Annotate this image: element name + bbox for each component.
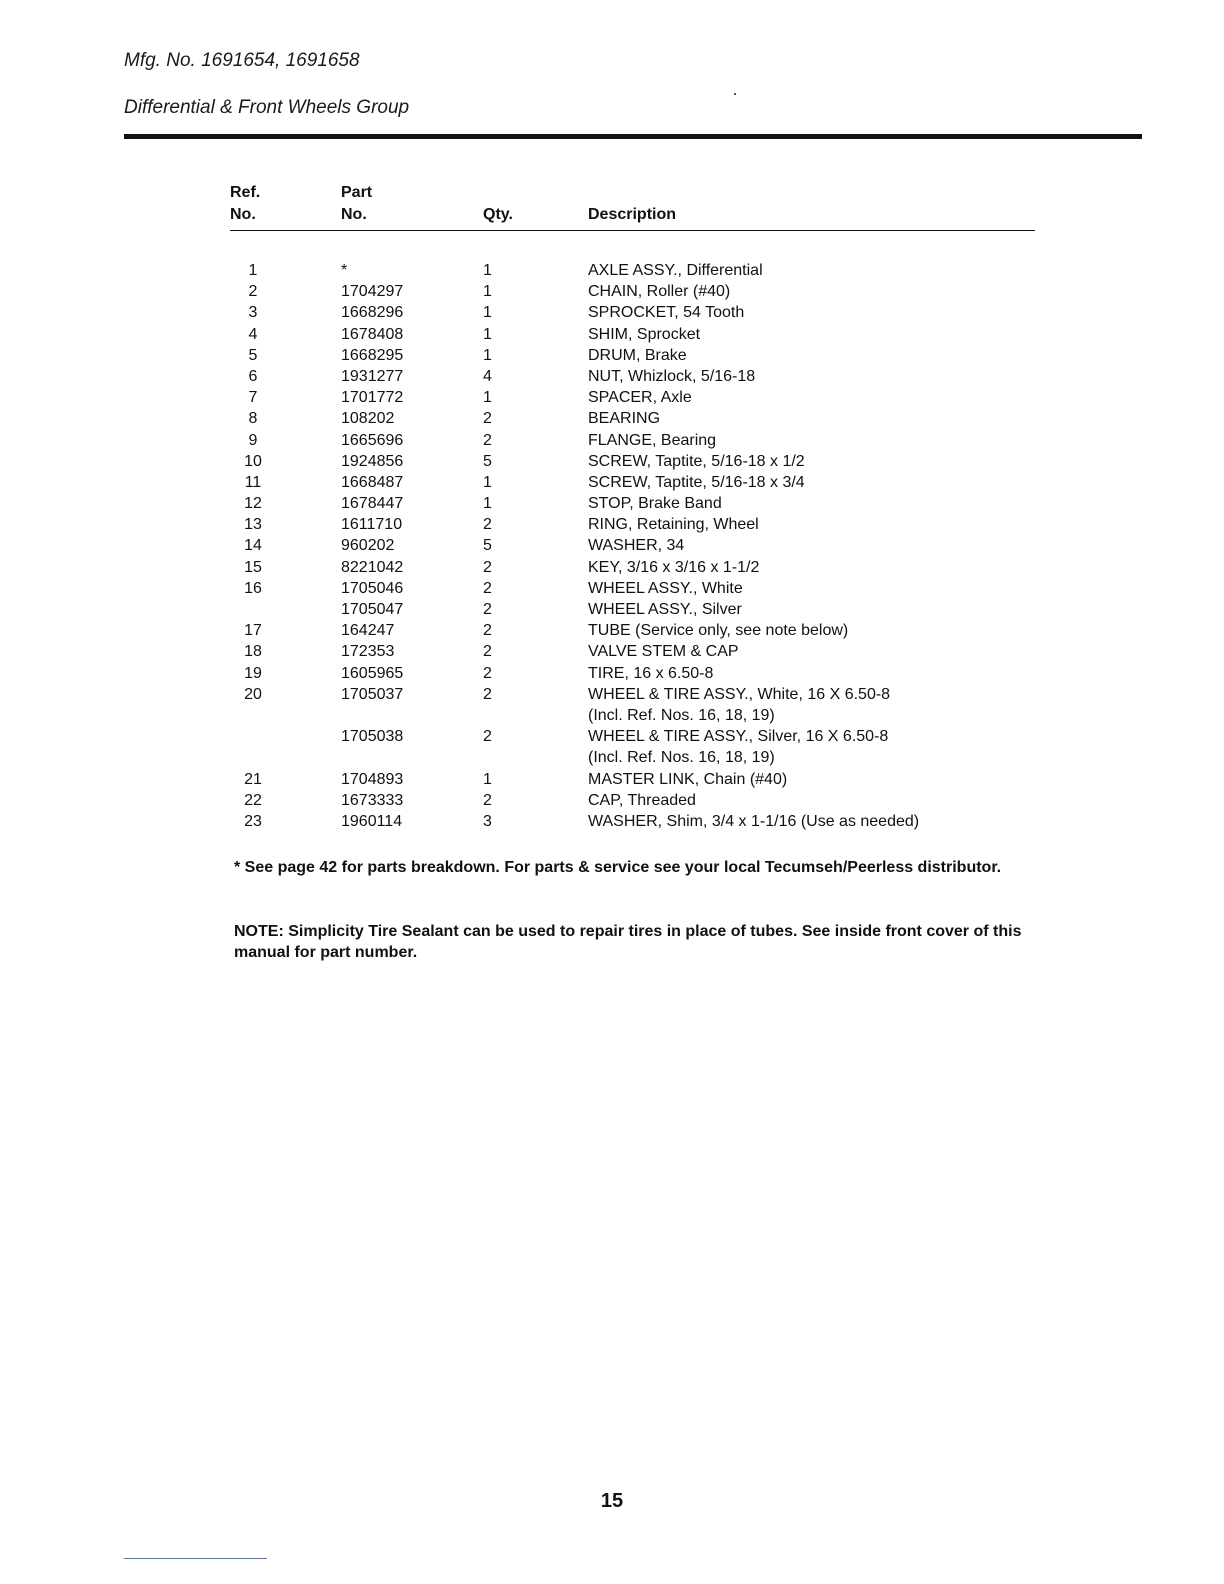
qty-cell: 2 xyxy=(483,601,492,618)
ref-no-cell: 9 xyxy=(248,431,258,449)
part-no-cell: 1931277 xyxy=(341,367,404,385)
table-row xyxy=(0,472,1224,493)
description-cell: (Incl. Ref. Nos. 16, 18, 19) xyxy=(588,706,775,724)
description-cell: WHEEL ASSY., Silver xyxy=(588,601,742,618)
description-cell: WASHER, Shim, 3/4 x 1-1/16 (Use as needed) xyxy=(588,812,920,830)
table-row xyxy=(0,811,1224,832)
table-row xyxy=(0,302,1224,323)
part-no-cell: 1705046 xyxy=(341,579,404,597)
column-header-ref: Ref. No. xyxy=(230,184,261,223)
part-no-cell: 1705047 xyxy=(341,601,404,618)
table-row xyxy=(0,514,1224,535)
part-no-cell: 960202 xyxy=(341,537,395,555)
table-row xyxy=(0,366,1224,387)
description-cell: DRUM, Brake xyxy=(588,346,687,364)
ref-no-cell: 12 xyxy=(244,495,262,513)
ref-no-cell: 18 xyxy=(244,643,262,661)
section-title: Differential & Front Wheels Group xyxy=(124,97,410,118)
table-row xyxy=(0,641,1224,662)
manufacturer-numbers: Mfg. No. 1691654, 1691658 xyxy=(124,50,360,71)
qty-cell: 2 xyxy=(483,622,492,640)
ref-no-cell: 14 xyxy=(244,537,262,555)
ref-no-cell: 1 xyxy=(248,262,258,279)
ref-no-cell: 11 xyxy=(244,473,262,491)
ref-no-cell: 21 xyxy=(244,770,262,788)
description-cell: WHEEL & TIRE ASSY., White, 16 X 6.50-8 xyxy=(588,685,891,703)
description-cell: WHEEL & TIRE ASSY., Silver, 16 X 6.50-8 xyxy=(588,728,889,746)
qty-cell: 1 xyxy=(483,325,492,343)
qty-cell: 1 xyxy=(483,346,492,364)
description-cell: SPACER, Axle xyxy=(588,389,692,407)
qty-cell: 1 xyxy=(483,495,492,513)
part-no-cell: 8221042 xyxy=(341,558,404,576)
qty-cell: 1 xyxy=(483,262,492,279)
table-row xyxy=(0,705,1224,726)
part-no-cell: 1960114 xyxy=(341,812,403,830)
part-no-cell: 164247 xyxy=(341,622,395,640)
table-row xyxy=(0,408,1224,429)
part-no-cell: 1605965 xyxy=(341,664,404,682)
qty-cell: 2 xyxy=(483,431,492,449)
description-cell: (Incl. Ref. Nos. 16, 18, 19) xyxy=(588,749,775,767)
ref-no-cell: 5 xyxy=(248,346,258,364)
part-no-cell: 1611710 xyxy=(341,516,403,534)
description-cell: TUBE (Service only, see note below) xyxy=(588,622,849,640)
part-no-cell: 172353 xyxy=(341,643,395,661)
part-no-cell: 1705037 xyxy=(341,685,404,703)
table-row xyxy=(0,493,1224,514)
ref-no-cell: 3 xyxy=(248,304,258,322)
part-no-cell: 1668295 xyxy=(341,346,404,364)
table-row xyxy=(0,769,1224,790)
qty-cell: 2 xyxy=(483,685,492,703)
table-row xyxy=(0,620,1224,641)
description-cell: SHIM, Sprocket xyxy=(588,325,701,343)
part-no-cell: 1701772 xyxy=(341,389,404,407)
table-row xyxy=(0,726,1224,747)
part-no-cell: 1665696 xyxy=(341,431,404,449)
qty-cell: 2 xyxy=(483,558,492,576)
qty-cell: 2 xyxy=(483,728,492,746)
part-no-cell: 1705038 xyxy=(341,728,404,746)
table-row xyxy=(0,260,1224,281)
column-header-description: Description xyxy=(588,206,677,223)
description-cell: VALVE STEM & CAP xyxy=(588,643,739,661)
part-no-cell: 1704297 xyxy=(341,283,404,301)
column-header-qty: Qty. xyxy=(483,206,513,223)
description-cell: WHEEL ASSY., White xyxy=(588,579,743,597)
description-cell: CHAIN, Roller (#40) xyxy=(588,283,731,301)
ref-no-cell: 8 xyxy=(248,410,258,428)
qty-cell: 1 xyxy=(483,304,492,322)
page-number: 15 xyxy=(600,1490,624,1512)
sealant-note: NOTE: Simplicity Tire Sealant can be used to repair tires in place of tubes. See inside front cover of this manual for part number. xyxy=(234,923,1022,961)
part-no-cell: 1678408 xyxy=(341,325,404,343)
bottom-rule xyxy=(124,1558,267,1559)
table-row xyxy=(0,345,1224,366)
ref-no-cell: 6 xyxy=(248,367,258,385)
description-cell: AXLE ASSY., Differential xyxy=(588,262,763,279)
description-cell: SCREW, Taptite, 5/16-18 x 1/2 xyxy=(588,452,805,470)
asterisk-footnote: * See page 42 for parts breakdown. For parts & service see your local Tecumseh/Peerless distributor. xyxy=(234,859,1002,876)
qty-cell: 5 xyxy=(483,452,492,470)
qty-cell: 2 xyxy=(483,643,492,661)
table-header-rule xyxy=(230,230,1035,231)
table-row xyxy=(0,663,1224,684)
table-row xyxy=(0,747,1224,768)
qty-cell: 1 xyxy=(483,770,492,788)
header-rule xyxy=(124,134,1142,139)
description-cell: KEY, 3/16 x 3/16 x 1-1/2 xyxy=(588,558,760,576)
description-cell: SPROCKET, 54 Tooth xyxy=(588,304,745,322)
qty-cell: 4 xyxy=(483,367,492,385)
column-header-part: Part No. xyxy=(341,184,373,223)
table-row xyxy=(0,684,1224,705)
qty-cell: 2 xyxy=(483,791,492,809)
description-cell: TIRE, 16 x 6.50-8 xyxy=(588,664,714,682)
description-cell: SCREW, Taptite, 5/16-18 x 3/4 xyxy=(588,473,805,491)
table-row xyxy=(0,430,1224,451)
description-cell: NUT, Whizlock, 5/16-18 xyxy=(588,367,756,385)
ref-no-cell: 10 xyxy=(244,452,262,470)
part-no-cell: 1678447 xyxy=(341,495,404,513)
part-no-cell: 1704893 xyxy=(341,770,404,788)
table-row xyxy=(0,599,1224,620)
qty-cell: 2 xyxy=(483,664,492,682)
qty-cell: 2 xyxy=(483,410,492,428)
part-no-cell: * xyxy=(341,262,348,279)
table-row xyxy=(0,535,1224,556)
part-no-cell: 1668487 xyxy=(341,473,404,491)
qty-cell: 2 xyxy=(483,516,492,534)
part-no-cell: 1668296 xyxy=(341,304,404,322)
part-no-cell: 108202 xyxy=(341,410,395,428)
ref-no-cell: 20 xyxy=(244,685,262,703)
parts-table xyxy=(0,260,1224,832)
qty-cell: 2 xyxy=(483,579,492,597)
table-row xyxy=(0,790,1224,811)
table-row xyxy=(0,387,1224,408)
description-cell: RING, Retaining, Wheel xyxy=(588,516,759,534)
table-row xyxy=(0,451,1224,472)
qty-cell: 1 xyxy=(483,283,492,301)
table-row xyxy=(0,578,1224,599)
table-row xyxy=(0,557,1224,578)
description-cell: CAP, Threaded xyxy=(588,791,696,809)
description-cell: FLANGE, Bearing xyxy=(588,431,717,449)
description-cell: WASHER, 34 xyxy=(588,537,685,555)
qty-cell: 5 xyxy=(483,537,492,555)
scan-speck xyxy=(734,93,736,95)
table-row xyxy=(0,324,1224,345)
qty-cell: 1 xyxy=(483,389,492,407)
ref-no-cell: 22 xyxy=(244,791,262,809)
ref-no-cell: 19 xyxy=(244,664,262,682)
description-cell: STOP, Brake Band xyxy=(588,495,722,513)
table-row xyxy=(0,281,1224,302)
qty-cell: 1 xyxy=(483,473,492,491)
ref-no-cell: 16 xyxy=(244,579,262,597)
qty-cell: 3 xyxy=(483,812,492,830)
ref-no-cell: 13 xyxy=(244,516,262,534)
ref-no-cell: 15 xyxy=(244,558,262,576)
ref-no-cell: 23 xyxy=(244,812,262,830)
part-no-cell: 1924856 xyxy=(341,452,404,470)
part-no-cell: 1673333 xyxy=(341,791,404,809)
ref-no-cell: 7 xyxy=(248,389,258,407)
ref-no-cell: 17 xyxy=(244,622,262,640)
ref-no-cell: 2 xyxy=(248,283,258,301)
description-cell: MASTER LINK, Chain (#40) xyxy=(588,770,788,788)
description-cell: BEARING xyxy=(588,410,661,428)
ref-no-cell: 4 xyxy=(248,325,258,343)
